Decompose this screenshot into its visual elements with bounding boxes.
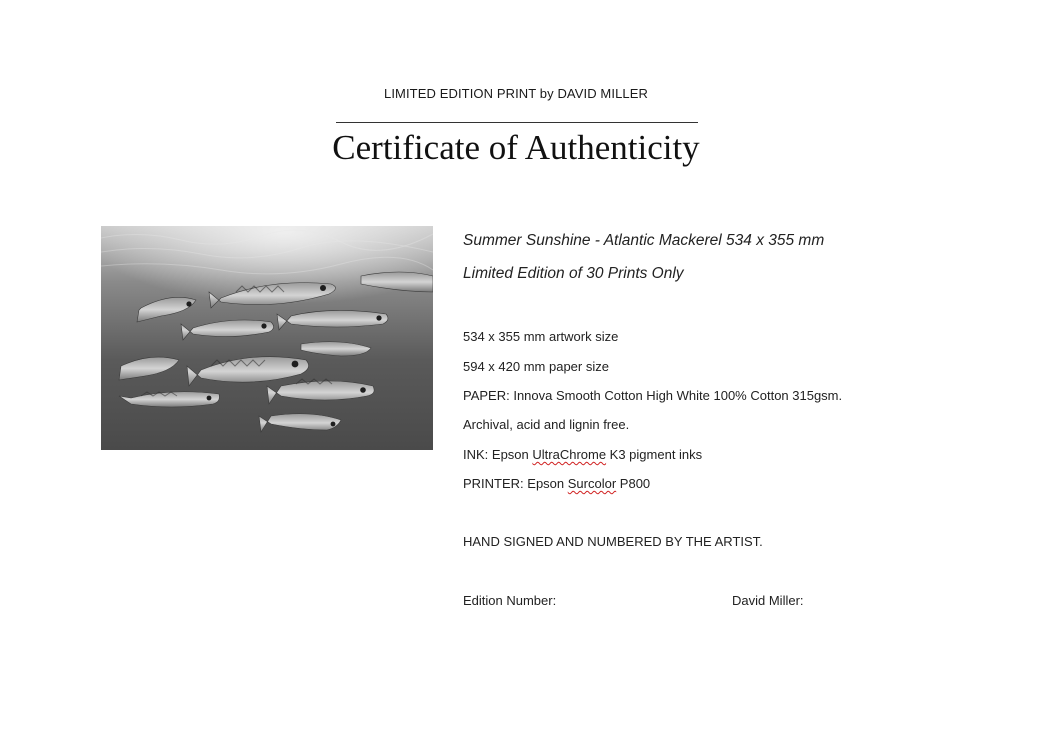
signed-statement: HAND SIGNED AND NUMBERED BY THE ARTIST. [463,534,763,549]
mackerel-school-image [101,226,433,450]
signature-label: David Miller: [732,593,804,608]
paper-size: 594 x 420 mm paper size [463,359,609,374]
printer-prefix: PRINTER: Epson [463,476,568,491]
ink-prefix: INK: Epson [463,447,533,462]
certificate-title: Certificate of Authenticity [332,128,700,167]
artwork-size: 534 x 355 mm artwork size [463,329,619,344]
ink-suffix: K3 pigment inks [606,447,703,462]
artwork-image [101,226,433,450]
ink-spec [463,447,702,462]
edition-number-label: Edition Number: [463,593,557,608]
edition-heading: LIMITED EDITION PRINT by DAVID MILLER [384,86,648,101]
archival-note: Archival, acid and lignin free. [463,417,630,432]
printer-brand: Surcolor [567,476,617,491]
edition-count: Limited Edition of 30 Prints Only [463,265,684,282]
printer-spec [463,476,650,491]
artwork-title: Summer Sunshine - Atlantic Mackerel 534 x 355 mm [463,232,825,249]
paper-spec: PAPER: Innova Smooth Cotton High White 100% Cotton 315gsm. [463,388,843,403]
heading-rule [336,122,698,123]
ink-brand: UltraChrome [532,447,607,462]
printer-suffix: P800 [616,476,651,491]
